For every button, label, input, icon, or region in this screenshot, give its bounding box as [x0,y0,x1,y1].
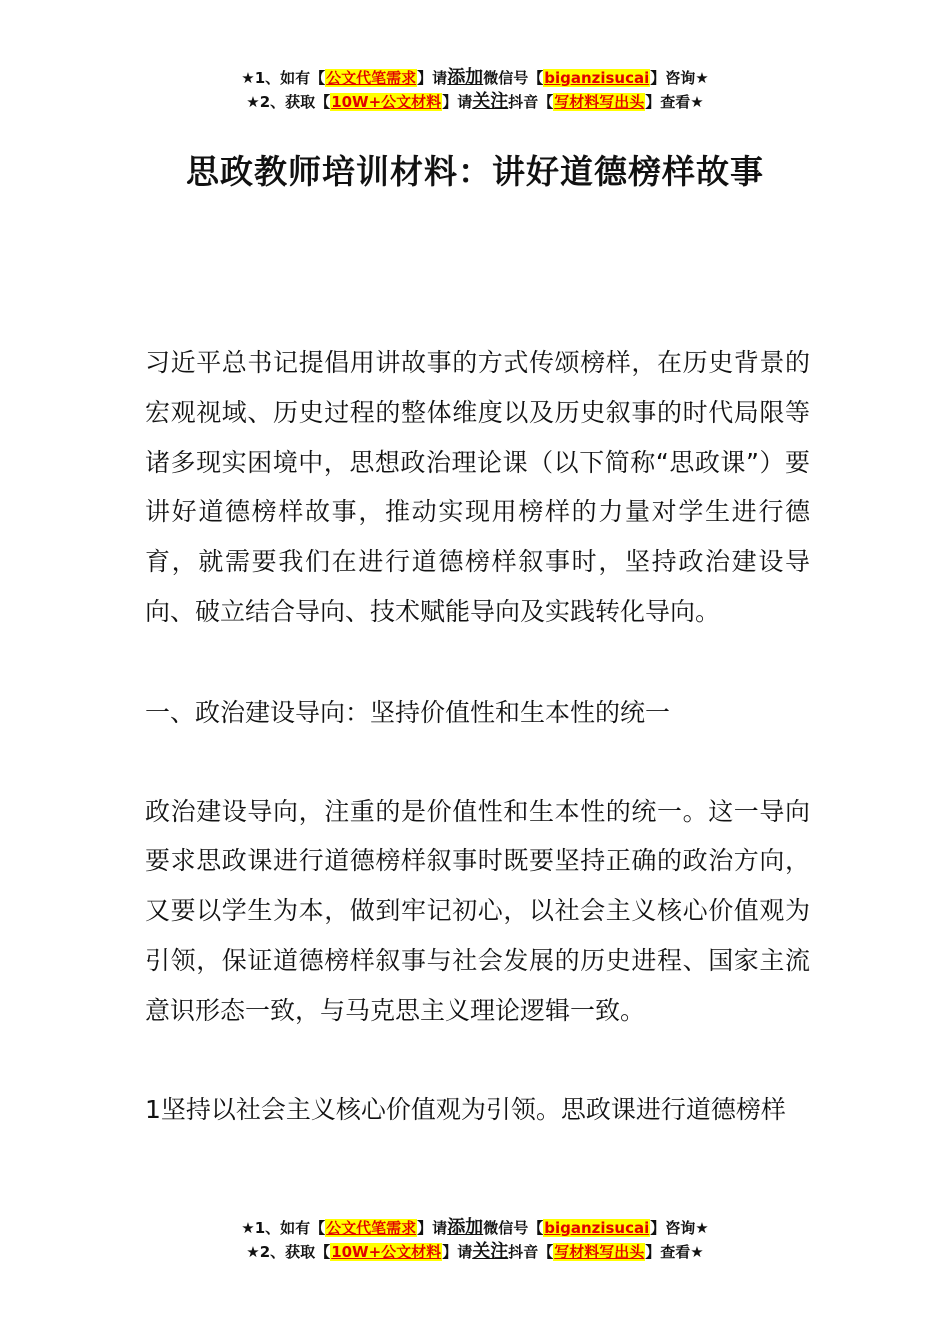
banner-wechat-id: biganzisucai [544,69,650,87]
banner-highlight: 10W+公文材料 [331,93,442,111]
banner-wechat-id: biganzisucai [544,1219,650,1237]
banner-line-2: ★2、获取【10W+公文材料】请关注抖音【写材料写出头】查看★ [246,91,704,112]
banner-douyin-id: 写材料写出头 [554,1243,645,1261]
banner-highlight: 公文代笔需求 [326,1219,417,1237]
top-banner [0,66,950,114]
banner-highlight: 公文代笔需求 [326,69,417,87]
bottom-banner [0,1216,950,1264]
banner-emphasis: 添加 [447,1217,484,1238]
subsection-paragraph: 1坚持以社会主义核心价值观为引领。思政课进行道德榜样 [145,1094,786,1124]
section-heading: 一、政治建设导向：坚持价值性和生本性的统一 [145,697,671,727]
banner-emphasis: 添加 [447,67,484,88]
banner-line-2: ★2、获取【10W+公文材料】请关注抖音【写材料写出头】查看★ [246,1241,704,1262]
banner-line-1: ★1、如有【公文代笔需求】请添加微信号【biganzisucai】咨询★ [241,1217,709,1238]
banner-highlight: 10W+公文材料 [331,1243,442,1261]
banner-emphasis: 关注 [472,91,509,112]
section-paragraph: 政治建设导向，注重的是价值性和生本性的统一。这一导向要求思政课进行道德榜样叙事时既要坚持正确的政治方向，又要以学生为本，做到牢记初心，以社会主义核心价值观为引领，保证道德榜样叙事与社会发展的历史进程、国家主流意识形态一致，与马克思主义理论逻辑一致。 [145,796,810,1025]
document-body [145,338,810,1134]
banner-douyin-id: 写材料写出头 [554,93,645,111]
banner-line-1: ★1、如有【公文代笔需求】请添加微信号【biganzisucai】咨询★ [241,67,709,88]
document-title: 思政教师培训材料：讲好道德榜样故事 [186,152,764,191]
intro-paragraph: 习近平总书记提倡用讲故事的方式传颂榜样，在历史背景的宏观视域、历史过程的整体维度以及历史叙事的时代局限等诸多现实困境中，思想政治理论课（以下简称“思政课”）要讲好道德榜样故事，推动实现用榜样的力量对学生进行德育，就需要我们在进行道德榜样叙事时，坚持政治建设导向、破立结合导向、技术赋能导向及实践转化导向。 [145,348,810,626]
banner-emphasis: 关注 [472,1241,509,1262]
